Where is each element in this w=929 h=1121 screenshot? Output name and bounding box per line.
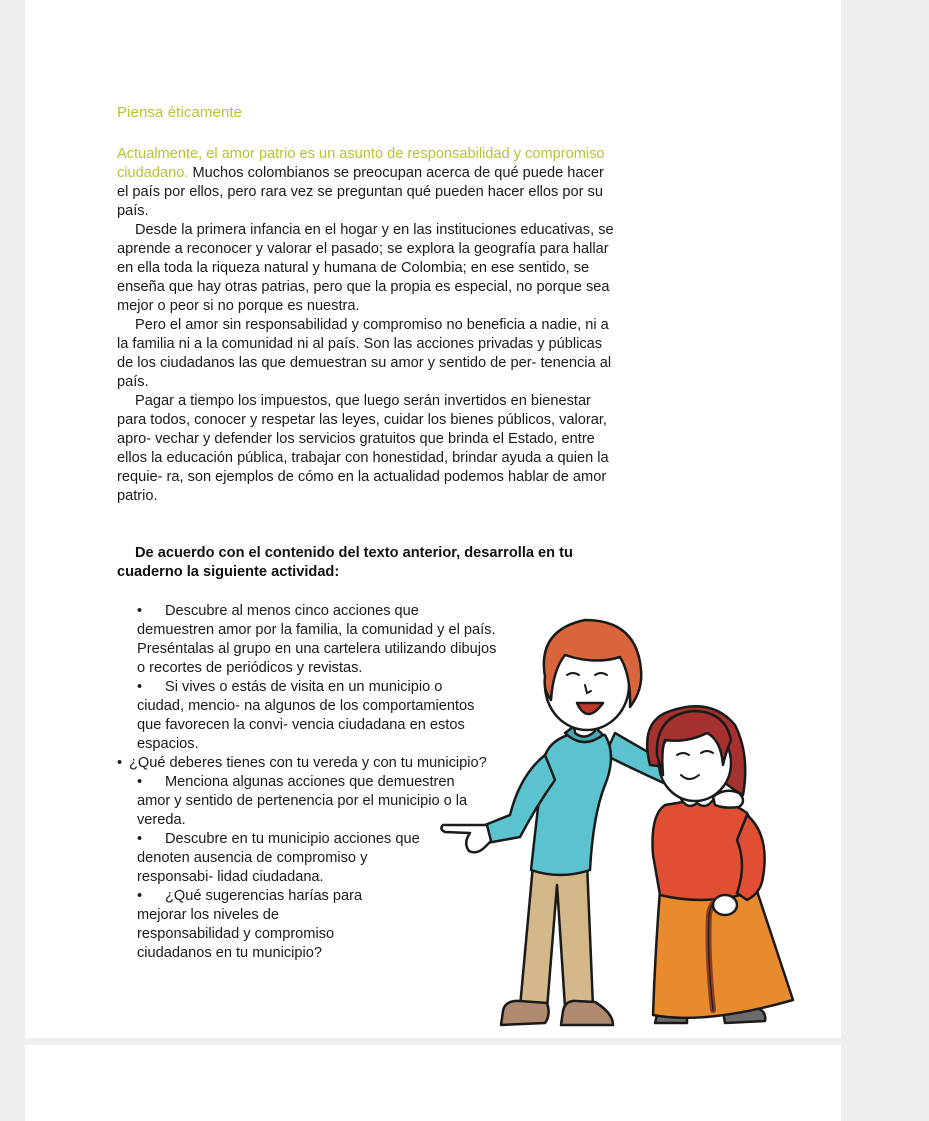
list-item: • Si vives o estás de visita en un municipio o ciudad, mencio- na algunos de los comportamientos que favorecen la convi- vencia ciudadana en estos espacios. [137, 679, 475, 752]
bullet-icon: • [137, 831, 143, 847]
bullet-icon: • [117, 755, 123, 771]
list-item: • Descubre al menos cinco acciones que demuestren amor por la familia, la comunidad y el país. Preséntalas al grupo en una cartelera utilizando dibujos o recortes de periódicos y revistas. [137, 603, 497, 676]
boy-shoe-right [561, 1001, 613, 1025]
paragraph-1-rest: Muchos colombianos se preocupan acerca de qué puede hacer el país por ellos, pero rara vez se preguntan qué pueden hacer ellos por su país. [117, 165, 604, 219]
list-item: • ¿Qué sugerencias harías para mejorar los niveles de responsabilidad y compromiso ciudadanos en tu municipio? [137, 888, 363, 961]
boy-trousers [520, 863, 593, 1009]
boy-hand [441, 825, 491, 852]
boy-shoe-left [501, 1001, 549, 1025]
bullet-icon: • [137, 888, 143, 904]
paragraph-1 [117, 145, 617, 221]
girl-hand [713, 895, 737, 915]
girl-arm [737, 815, 765, 900]
paragraph-4: Pagar a tiempo los impuestos, que luego serán invertidos en bienestar para todos, conocer y respetar las leyes, cuidar los bienes públicos, valorar, apro- vechar y defender los servicios gratuitos que brinda el Estado, entre ellos la educación pública, trabajar con honestidad, brindar ayuda a quien la requie- ra, son ejemplos de cómo en la actualidad podemos hablar de amor patrio. [117, 393, 609, 504]
bullet-icon: • [137, 774, 143, 790]
bullet-icon: • [137, 679, 143, 695]
paragraph-3: Pero el amor sin responsabilidad y compromiso no beneficia a nadie, ni a la familia ni a la comunidad ni al país. Son las acciones privadas y públicas de los ciudadanos las que demuestran su amor y sentido de per- tenencia al país. [117, 317, 612, 390]
next-page [25, 1045, 841, 1121]
list-item: • ¿Qué deberes tienes con tu vereda y con tu municipio? [117, 755, 487, 771]
list-item: • Descubre en tu municipio acciones que denoten ausencia de compromiso y responsabi- lidad ciudadana. [137, 831, 420, 885]
document-page [25, 0, 841, 1038]
list-item: • Menciona algunas acciones que demuestren amor y sentido de pertenencia por el municipio o la vereda. [137, 774, 468, 828]
boy-sweater [531, 733, 611, 875]
paragraph-2: Desde la primera infancia en el hogar y en las instituciones educativas, se aprende a reconocer y valorar el pasado; se explora la geografía para hallar en ella toda la riqueza natural y humana de Colombia; en ese sentido, se enseña que hay otras patrias, pero que la propia es especial, no porque sea mejor o peor si no porque es nuestra. [117, 222, 614, 314]
paragraph-1-lead: Actualmente, el amor patrio es un asunto de responsabilidad y compromiso ciudadano. [117, 146, 605, 181]
section-title: Piensa éticamente [117, 104, 243, 121]
activity-instruction: De acuerdo con el contenido del texto anterior, desarrolla en tu cuaderno la siguiente actividad: [117, 545, 573, 580]
body-text [117, 145, 617, 506]
bullet-icon: • [137, 603, 143, 619]
children-illustration [425, 615, 805, 1038]
